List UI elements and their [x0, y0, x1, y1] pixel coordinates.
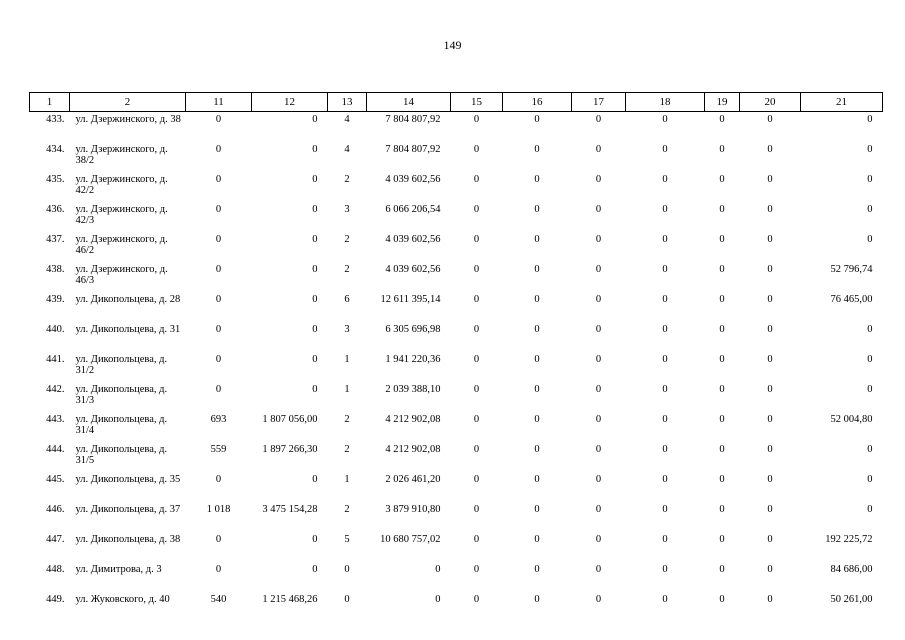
address-text: ул. Жуковского, д. 40: [75, 594, 170, 605]
col-20-cell: 0: [767, 534, 773, 545]
col-11-cell: 0: [215, 114, 222, 125]
col-12-cell: 0: [312, 114, 318, 125]
col-14-cell: 1 941 220,36: [385, 354, 441, 365]
col-20-cell: 0: [767, 294, 773, 305]
col-16-cell: 0: [534, 264, 540, 275]
col-19-cell: 0: [719, 414, 725, 425]
col-16-cell: 0: [534, 534, 540, 545]
col-11-cell: 0: [215, 264, 222, 275]
data-table: [29, 92, 883, 622]
col-14-cell: 2 039 388,10: [385, 384, 441, 395]
col-17-cell: 0: [595, 564, 602, 575]
col-12-cell: 0: [312, 534, 318, 545]
col-16-cell: 0: [534, 444, 540, 455]
address-cell: [70, 352, 186, 382]
address-text: ул. Дзержинского, д. 42/2: [75, 174, 168, 196]
col-18-cell: 0: [662, 444, 668, 455]
col-19-cell: 0: [719, 174, 725, 185]
col-19-cell: 0: [719, 384, 725, 395]
row-number-cell: 447.: [46, 534, 65, 545]
col-12-cell: 1 215 468,26: [262, 594, 318, 605]
col-13-cell: 2: [344, 444, 350, 455]
header-row: [30, 93, 883, 112]
column-header: 18: [626, 93, 705, 112]
col-19-cell: 0: [719, 234, 725, 245]
row-number-cell: 436.: [46, 204, 65, 215]
col-13-cell: 2: [344, 414, 350, 425]
col-18-cell: 0: [662, 354, 668, 365]
col-17-cell: 0: [595, 294, 602, 305]
address-text: ул. Дзержинского, д. 42/3: [75, 204, 168, 226]
col-21-cell: 0: [867, 234, 873, 245]
col-21-cell: 0: [867, 114, 873, 125]
col-18-cell: 0: [662, 534, 668, 545]
col-11-cell: 693: [210, 414, 227, 425]
col-12-cell: 1 807 056,00: [262, 414, 318, 425]
col-20-cell: 0: [767, 474, 773, 485]
row-number-cell: 441.: [46, 354, 65, 365]
column-header: 16: [503, 93, 572, 112]
col-15-cell: 0: [473, 264, 480, 275]
col-11-cell: 540: [210, 594, 227, 605]
col-12-cell: 0: [312, 204, 318, 215]
col-16-cell: 0: [534, 324, 540, 335]
col-21-cell: 50 261,00: [830, 594, 873, 605]
col-21-cell: 0: [867, 354, 873, 365]
col-15-cell: 0: [473, 594, 480, 605]
col-16-cell: 0: [534, 234, 540, 245]
col-18-cell: 0: [662, 294, 668, 305]
address-cell: [70, 292, 186, 322]
col-17-cell: 0: [595, 234, 602, 245]
col-15-cell: 0: [473, 504, 480, 515]
address-text: ул. Дикопольцева, д. 37: [75, 504, 181, 515]
column-header: 13: [328, 93, 367, 112]
col-21-cell: 0: [867, 324, 873, 335]
col-17-cell: 0: [595, 204, 602, 215]
col-11-cell: 559: [210, 444, 227, 455]
col-16-cell: 0: [534, 294, 540, 305]
col-14-cell: 0: [435, 594, 441, 605]
row-number-cell: 448.: [46, 564, 65, 575]
col-20-cell: 0: [767, 564, 773, 575]
row-number-cell: 446.: [46, 504, 65, 515]
col-14-cell: 2 026 461,20: [385, 474, 441, 485]
col-14-cell: 4 212 902,08: [385, 444, 441, 455]
address-text: ул. Дикопольцева, д. 31/3: [75, 384, 168, 406]
column-header: 11: [186, 93, 252, 112]
col-18-cell: 0: [662, 594, 668, 605]
column-header: 17: [572, 93, 626, 112]
table-row: [30, 532, 883, 562]
column-header: 2: [70, 93, 186, 112]
col-19-cell: 0: [719, 534, 725, 545]
col-17-cell: 0: [595, 474, 602, 485]
column-header: 1: [30, 93, 70, 112]
col-14-cell: 7 804 807,92: [385, 144, 441, 155]
col-20-cell: 0: [767, 264, 773, 275]
col-19-cell: 0: [719, 294, 725, 305]
column-header: 21: [801, 93, 883, 112]
address-text: ул. Дикопольцева, д. 31/4: [75, 414, 168, 436]
address-text: ул. Дзержинского, д. 46/2: [75, 234, 168, 256]
col-11-cell: 0: [215, 144, 222, 155]
col-21-cell: 84 686,00: [830, 564, 873, 575]
table-row: [30, 352, 883, 382]
col-12-cell: 0: [312, 384, 318, 395]
address-cell: [70, 172, 186, 202]
col-18-cell: 0: [662, 414, 668, 425]
col-14-cell: 4 039 602,56: [385, 234, 441, 245]
col-12-cell: 0: [312, 354, 318, 365]
col-16-cell: 0: [534, 114, 540, 125]
table-row: [30, 412, 883, 442]
table-row: [30, 292, 883, 322]
column-header: 15: [451, 93, 503, 112]
table-row: [30, 322, 883, 352]
col-21-cell: 52 004,80: [830, 414, 873, 425]
col-20-cell: 0: [767, 174, 773, 185]
page-number: 149: [443, 38, 462, 52]
col-15-cell: 0: [473, 354, 480, 365]
col-11-cell: 0: [215, 324, 222, 335]
col-21-cell: 0: [867, 504, 873, 515]
col-12-cell: 0: [312, 474, 318, 485]
col-18-cell: 0: [662, 324, 668, 335]
col-20-cell: 0: [767, 144, 773, 155]
col-12-cell: 0: [312, 144, 318, 155]
table-row: [30, 502, 883, 532]
column-header: 12: [252, 93, 328, 112]
address-cell: [70, 472, 186, 502]
col-16-cell: 0: [534, 204, 540, 215]
col-14-cell: 4 212 902,08: [385, 414, 441, 425]
col-13-cell: 0: [344, 564, 350, 575]
col-17-cell: 0: [595, 384, 602, 395]
address-text: ул. Дикопольцева, д. 35: [75, 474, 181, 485]
col-13-cell: 1: [344, 354, 350, 365]
row-number-cell: 439.: [46, 294, 65, 305]
table-row: [30, 592, 883, 622]
col-11-cell: 0: [215, 384, 222, 395]
address-cell: [70, 412, 186, 442]
col-17-cell: 0: [595, 174, 602, 185]
col-19-cell: 0: [719, 504, 725, 515]
col-18-cell: 0: [662, 114, 668, 125]
address-text: ул. Дзержинского, д. 38/2: [75, 144, 168, 166]
col-19-cell: 0: [719, 264, 725, 275]
col-16-cell: 0: [534, 504, 540, 515]
col-19-cell: 0: [719, 444, 725, 455]
col-21-cell: 0: [867, 144, 873, 155]
row-number-cell: 437.: [46, 234, 65, 245]
table-row: [30, 562, 883, 592]
col-15-cell: 0: [473, 474, 480, 485]
col-15-cell: 0: [473, 174, 480, 185]
col-17-cell: 0: [595, 264, 602, 275]
col-18-cell: 0: [662, 174, 668, 185]
col-15-cell: 0: [473, 564, 480, 575]
col-19-cell: 0: [719, 144, 725, 155]
row-number-cell: 440.: [46, 324, 65, 335]
col-15-cell: 0: [473, 414, 480, 425]
table-row: [30, 382, 883, 412]
col-11-cell: 0: [215, 354, 222, 365]
col-14-cell: 10 680 757,02: [380, 534, 441, 545]
address-cell: [70, 232, 186, 262]
row-number-cell: 433.: [46, 114, 65, 125]
column-header: 20: [740, 93, 801, 112]
table-row: [30, 442, 883, 472]
address-text: ул. Дикопольцева, д. 38: [75, 534, 181, 545]
col-19-cell: 0: [719, 354, 725, 365]
column-header: 19: [705, 93, 740, 112]
col-16-cell: 0: [534, 474, 540, 485]
col-12-cell: 0: [312, 264, 318, 275]
col-18-cell: 0: [662, 504, 668, 515]
col-15-cell: 0: [473, 384, 480, 395]
row-number-cell: 443.: [46, 414, 65, 425]
address-text: ул. Дикопольцева, д. 31: [75, 324, 181, 335]
row-number-cell: 435.: [46, 174, 65, 185]
col-16-cell: 0: [534, 174, 540, 185]
col-17-cell: 0: [595, 144, 602, 155]
col-11-cell: 0: [215, 534, 222, 545]
col-11-cell: 0: [215, 204, 222, 215]
col-15-cell: 0: [473, 114, 480, 125]
col-15-cell: 0: [473, 234, 480, 245]
col-13-cell: 3: [344, 204, 350, 215]
col-20-cell: 0: [767, 234, 773, 245]
col-13-cell: 0: [344, 594, 350, 605]
col-13-cell: 6: [344, 294, 350, 305]
col-12-cell: 0: [312, 294, 318, 305]
col-18-cell: 0: [662, 564, 668, 575]
col-16-cell: 0: [534, 414, 540, 425]
col-15-cell: 0: [473, 144, 480, 155]
col-16-cell: 0: [534, 594, 540, 605]
col-11-cell: 0: [215, 564, 222, 575]
address-cell: [70, 262, 186, 292]
col-18-cell: 0: [662, 234, 668, 245]
table-row: [30, 472, 883, 502]
col-17-cell: 0: [595, 504, 602, 515]
row-number-cell: 442.: [46, 384, 65, 395]
address-text: ул. Дзержинского, д. 38: [75, 114, 181, 125]
address-cell: [70, 562, 186, 592]
col-13-cell: 2: [344, 174, 350, 185]
col-21-cell: 0: [867, 474, 873, 485]
address-cell: [70, 532, 186, 562]
address-text: ул. Дикопольцева, д. 28: [75, 294, 181, 305]
col-12-cell: 0: [312, 174, 318, 185]
col-14-cell: 7 804 807,92: [385, 114, 441, 125]
table-row: [30, 232, 883, 262]
col-14-cell: 6 305 696,98: [385, 324, 441, 335]
col-11-cell: 0: [215, 234, 222, 245]
address-cell: [70, 202, 186, 232]
col-19-cell: 0: [719, 474, 725, 485]
col-18-cell: 0: [662, 384, 668, 395]
address-cell: [70, 502, 186, 532]
col-13-cell: 1: [344, 384, 350, 395]
col-14-cell: 4 039 602,56: [385, 264, 441, 275]
address-cell: [70, 322, 186, 352]
col-18-cell: 0: [662, 144, 668, 155]
col-19-cell: 0: [719, 204, 725, 215]
col-16-cell: 0: [534, 354, 540, 365]
col-18-cell: 0: [662, 204, 668, 215]
row-number-cell: 434.: [46, 144, 65, 155]
col-21-cell: 0: [867, 444, 873, 455]
col-18-cell: 0: [662, 264, 668, 275]
row-number-cell: 449.: [46, 594, 65, 605]
col-14-cell: 6 066 206,54: [385, 204, 441, 215]
col-16-cell: 0: [534, 564, 540, 575]
col-17-cell: 0: [595, 594, 602, 605]
col-13-cell: 4: [344, 114, 350, 125]
col-11-cell: 0: [215, 174, 222, 185]
col-17-cell: 0: [595, 414, 602, 425]
col-12-cell: 0: [312, 324, 318, 335]
col-21-cell: 52 796,74: [830, 264, 873, 275]
col-19-cell: 0: [719, 594, 725, 605]
col-13-cell: 5: [344, 534, 350, 545]
row-number-cell: 445.: [46, 474, 65, 485]
col-20-cell: 0: [767, 384, 773, 395]
col-21-cell: 0: [867, 204, 873, 215]
col-20-cell: 0: [767, 504, 773, 515]
table-row: [30, 262, 883, 292]
col-19-cell: 0: [719, 564, 725, 575]
row-number-cell: 438.: [46, 264, 65, 275]
table-row: [30, 142, 883, 172]
col-11-cell: 0: [215, 474, 222, 485]
col-20-cell: 0: [767, 354, 773, 365]
col-16-cell: 0: [534, 384, 540, 395]
col-20-cell: 0: [767, 594, 773, 605]
col-18-cell: 0: [662, 474, 668, 485]
table-body: [30, 112, 883, 623]
table-row: [30, 172, 883, 202]
address-text: ул. Дзержинского, д. 46/3: [75, 264, 168, 286]
col-15-cell: 0: [473, 444, 480, 455]
address-text: ул. Дикопольцева, д. 31/2: [75, 354, 168, 376]
address-cell: [70, 592, 186, 622]
col-11-cell: 1 018: [206, 504, 231, 515]
col-16-cell: 0: [534, 144, 540, 155]
col-13-cell: 2: [344, 234, 350, 245]
col-14-cell: 0: [435, 564, 441, 575]
col-11-cell: 0: [215, 294, 222, 305]
col-17-cell: 0: [595, 444, 602, 455]
col-12-cell: 1 897 266,30: [262, 444, 318, 455]
table-row: [30, 202, 883, 232]
column-header: 14: [367, 93, 451, 112]
col-12-cell: 3 475 154,28: [262, 504, 318, 515]
col-20-cell: 0: [767, 414, 773, 425]
address-cell: [70, 112, 186, 143]
col-19-cell: 0: [719, 114, 725, 125]
col-21-cell: 0: [867, 174, 873, 185]
address-cell: [70, 442, 186, 472]
col-17-cell: 0: [595, 114, 602, 125]
col-17-cell: 0: [595, 534, 602, 545]
col-13-cell: 2: [344, 504, 350, 515]
col-14-cell: 3 879 910,80: [385, 504, 441, 515]
col-15-cell: 0: [473, 294, 480, 305]
col-17-cell: 0: [595, 324, 602, 335]
col-13-cell: 4: [344, 144, 350, 155]
col-20-cell: 0: [767, 444, 773, 455]
col-15-cell: 0: [473, 204, 480, 215]
col-15-cell: 0: [473, 324, 480, 335]
address-cell: [70, 382, 186, 412]
col-13-cell: 1: [344, 474, 350, 485]
address-text: ул. Дикопольцева, д. 31/5: [75, 444, 168, 466]
col-12-cell: 0: [312, 234, 318, 245]
col-14-cell: 4 039 602,56: [385, 174, 441, 185]
col-20-cell: 0: [767, 324, 773, 335]
col-20-cell: 0: [767, 204, 773, 215]
col-12-cell: 0: [312, 564, 318, 575]
address-text: ул. Димитрова, д. 3: [75, 564, 162, 575]
col-13-cell: 2: [344, 264, 350, 275]
col-19-cell: 0: [719, 324, 725, 335]
row-number-cell: 444.: [46, 444, 65, 455]
col-21-cell: 192 225,72: [825, 534, 873, 545]
col-14-cell: 12 611 395,14: [380, 294, 441, 305]
table-row: [30, 112, 883, 143]
col-21-cell: 0: [867, 384, 873, 395]
col-13-cell: 3: [344, 324, 350, 335]
col-17-cell: 0: [595, 354, 602, 365]
col-21-cell: 76 465,00: [830, 294, 873, 305]
address-cell: [70, 142, 186, 172]
col-20-cell: 0: [767, 114, 773, 125]
col-15-cell: 0: [473, 534, 480, 545]
